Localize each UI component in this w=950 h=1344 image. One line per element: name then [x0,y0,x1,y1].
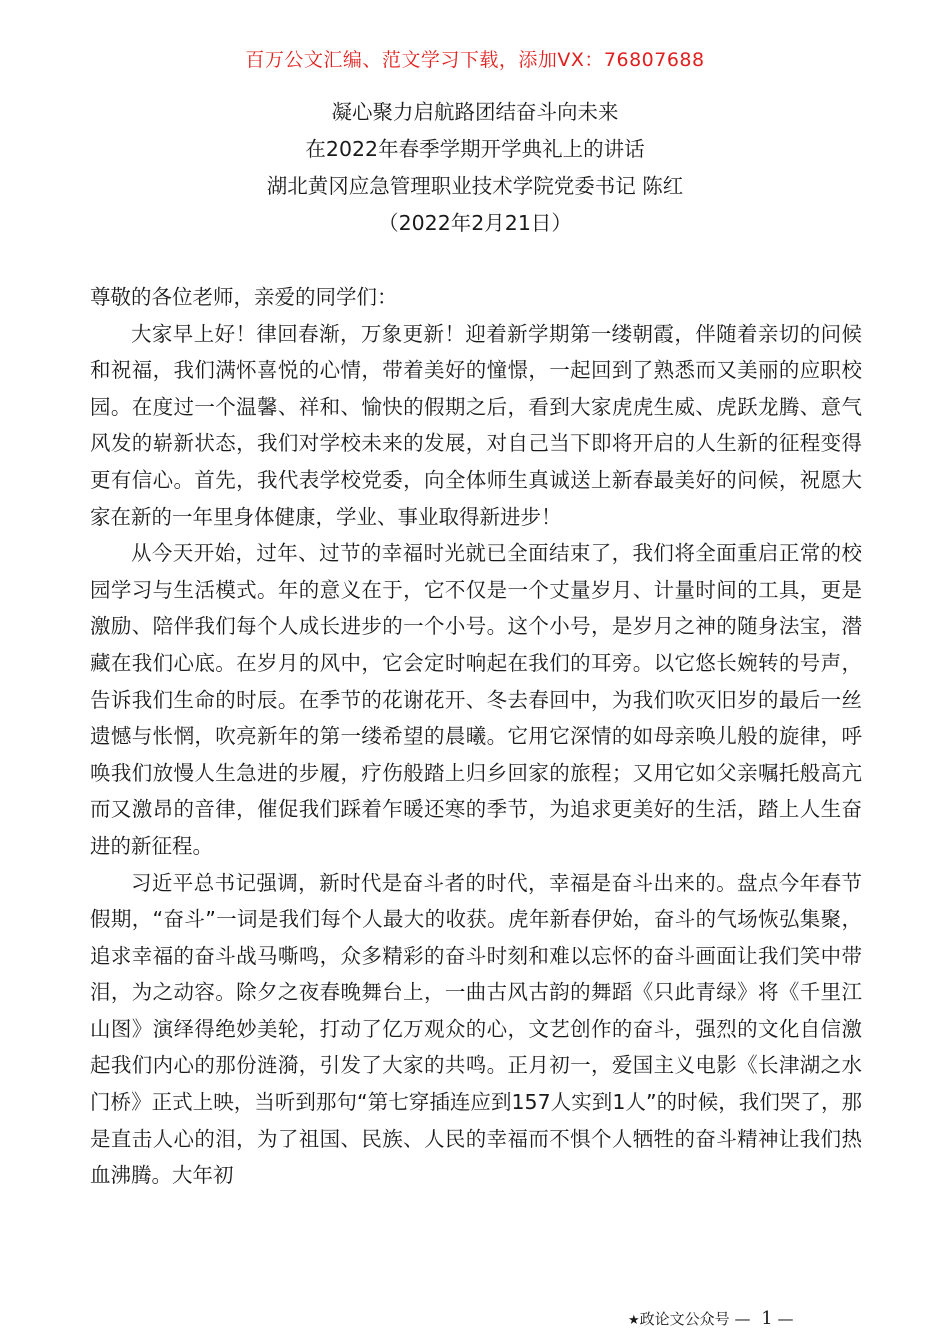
main-title: 凝心聚力启航路团结奋斗向未来 [331,100,619,124]
subtitle: 在2022年春季学期开学典礼上的讲话 [305,137,645,161]
paragraph-1: 大家早上好！律回春渐，万象更新！迎着新学期第一缕朝霞，伴随着亲切的问候和祝福，我们满怀喜悦的心情，带着美好的憧憬，一起回到了熟悉而又美丽的应职校园。在度过一个温馨、祥和、愉快的假期之后，看到大家虎虎生威、虎跃龙腾、意气风发的崭新状态，我们对学校未来的发展，对自己当下即将开启的人生新的征程变得更有信心。首先，我代表学校党委，向全体师生真诚送上新春最美好的问候，祝愿大家在新的一年里身体健康，学业、事业取得新进步！ [90,321,862,529]
salutation: 尊敬的各位老师，亲爱的同学们： [90,285,398,309]
paragraph-2: 从今天开始，过年、过节的幸福时光就已全面结束了，我们将全面重启正常的校园学习与生活模式。年的意义在于，它不仅是一个丈量岁月、计量时间的工具，更是激励、陪伴我们每个人成长进步的一个小号。这个小号，是岁月之神的随身法宝，潜藏在我们心底。在岁月的风中，它会定时响起在我们的耳旁。以它悠长婉转的号声，告诉我们生命的时辰。在季节的花谢花开、冬去春回中，为我们吹灭旧岁的最后一丝遗憾与怅惘，吹亮新年的第一缕希望的晨曦。它用它深情的如母亲唤儿般的旋律，呼唤我们放慢人生急进的步履，疗伤般踏上归乡回家的旅程；又用它如父亲嘱托般高亢而又激昂的音律，催促我们踩着乍暖还寒的季节，为追求更美好的生活，踏上人生奋进的新征程。 [90,541,862,858]
speaker-line: 湖北黄冈应急管理职业技术学院党委书记 陈红 [266,174,684,198]
page-footer [628,1308,793,1332]
date-line: （2022年2月21日） [378,211,572,235]
star-icon: ★ [628,1313,640,1328]
page-number: 1 [761,1308,773,1329]
title-block [0,94,950,242]
watermark-banner: 百万公文汇编、范文学习下载，添加VX：76807688 [245,49,705,71]
footer-dash-left: — [734,1309,751,1328]
paragraph-3: 习近平总书记强调，新时代是奋斗者的时代，幸福是奋斗出来的。盘点今年春节假期，“奋斗”一词是我们每个人最大的收获。虎年新春伊始，奋斗的气场恢弘集聚，追求幸福的奋斗战马嘶鸣，众多精彩的奋斗时刻和难以忘怀的奋斗画面让我们笑中带泪，为之动容。除夕之夜春晚舞台上，一曲古风古韵的舞蹈《只此青绿》将《千里江山图》演绎得绝妙美轮，打动了亿万观众的心，文艺创作的奋斗，强烈的文化自信激起我们内心的那份涟漪，引发了大家的共鸣。正月初一，爱国主义电影《长津湖之水门桥》正式上映，当听到那句“第七穿插连应到157人实到1人”的时候，我们哭了，那是直击人心的泪，为了祖国、民族、人民的幸福而不惧个人牺牲的奋斗精神让我们热血沸腾。大年初 [90,870,862,1188]
footer-dash-right: — [777,1309,794,1328]
footer-source: 政论文公众号 [639,1310,730,1328]
speech-body [90,279,862,1194]
